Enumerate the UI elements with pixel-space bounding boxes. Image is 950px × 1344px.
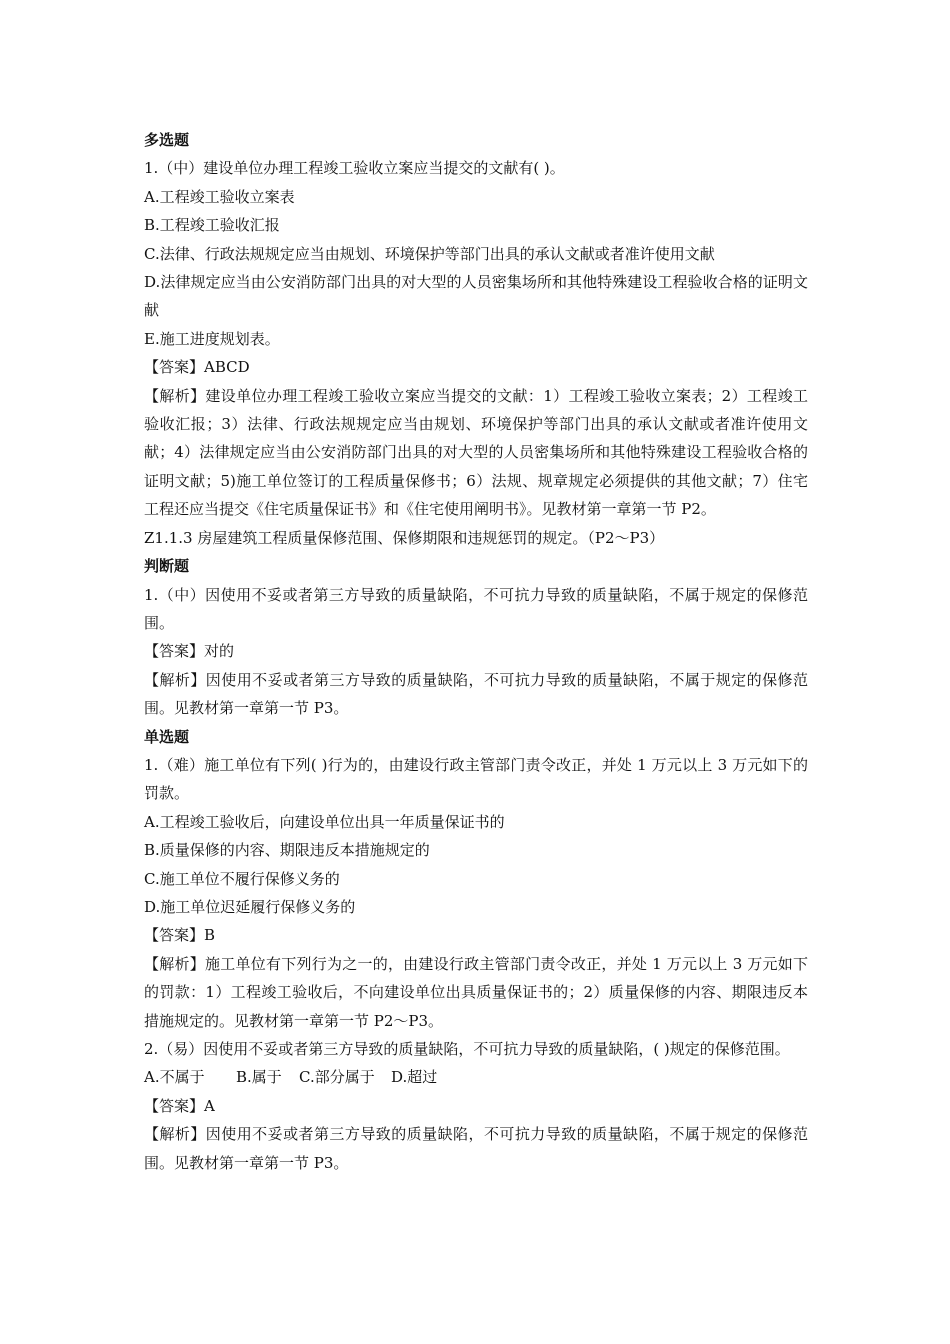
section-heading-single: 单选题: [144, 727, 190, 746]
question-stem: 2.（易）因使用不妥或者第三方导致的质量缺陷，不可抗力导致的质量缺陷，( )规定的保修范围。: [144, 1040, 790, 1058]
option-b: B.工程竣工验收汇报: [144, 216, 280, 235]
question-stem: 1.（中）因使用不妥或者第三方导致的质量缺陷，不可抗力导致的质量缺陷，不属于规定的保修范围。: [144, 585, 808, 632]
analysis: 【解析】施工单位有下列行为之一的，由建设行政主管部门责令改正，并处 1 万元以上 3 万元如下的罚款：1）工程竣工验收后，不向建设单位出具质量保证书的；2）质量保修的内容、期限违反本措施规定的。见教材第一章第一节 P2～P3。: [144, 954, 808, 1030]
section-heading-multi: 多选题: [144, 131, 190, 149]
option-a: A.工程竣工验收立案表: [144, 187, 295, 206]
analysis: 【解析】因使用不妥或者第三方导致的质量缺陷，不可抗力导致的质量缺陷，不属于规定的保修范围。见教材第一章第一节 P3。: [144, 670, 808, 718]
option-d: D.法律规定应当由公安消防部门出具的对大型的人员密集场所和其他特殊建设工程验收合格的证明文献: [144, 273, 808, 320]
option-c: C.施工单位不履行保修义务的: [144, 869, 340, 888]
option-a: A.不属于: [144, 1068, 205, 1087]
analysis: 【解析】因使用不妥或者第三方导致的质量缺陷，不可抗力导致的质量缺陷，不属于规定的保修范围。见教材第一章第一节 P3。: [144, 1125, 808, 1172]
answer: 【答案】ABCD: [144, 358, 250, 377]
option-b: B.属于: [236, 1068, 282, 1087]
analysis: 【解析】建设单位办理工程竣工验收立案应当提交的文献：1）工程竣工验收立案表；2）工程竣工验收汇报；3）法律、行政法规规定应当由规划、环境保护等部门出具的承认文献或者准许使用文献；4）法律规定应当由公安消防部门出具的对大型的人员密集场所和其他特殊建设工程验收合格的证明文献；5)施工单位签订的工程质量保修书；6）法规、规章规定必须提供的其他文献；7）住宅工程还应当提交《住宅质量保证书》和《住宅使用阐明书》。见教材第一章第一节 P2。: [144, 386, 808, 519]
option-b: B.质量保修的内容、期限违反本措施规定的: [144, 841, 430, 860]
option-d: D.超过: [391, 1068, 438, 1087]
answer: 【答案】B: [144, 926, 216, 945]
document-body: [144, 126, 808, 1177]
question-stem: 1.（难）施工单位有下列( )行为的，由建设行政主管部门责令改正，并处 1 万元以上 3 万元如下的罚款。: [144, 755, 808, 803]
topic-line: Z1.1.3 房屋建筑工程质量保修范围、保修期限和违规惩罚的规定。（P2～P3）: [144, 528, 665, 547]
answer: 【答案】A: [144, 1096, 215, 1115]
question-stem: 1.（中）建设单位办理工程竣工验收立案应当提交的文献有( )。: [144, 159, 565, 178]
options-row: [144, 1063, 808, 1091]
section-heading-judge: 判断题: [144, 557, 190, 576]
option-c: C.法律、行政法规规定应当由规划、环境保护等部门出具的承认文献或者准许使用文献: [144, 244, 715, 263]
answer: 【答案】对的: [144, 642, 235, 661]
option-d: D.施工单位迟延履行保修义务的: [144, 897, 356, 916]
option-e: E.施工进度规划表。: [144, 329, 280, 348]
option-a: A.工程竣工验收后，向建设单位出具一年质量保证书的: [144, 812, 505, 831]
option-c: C.部分属于: [299, 1068, 375, 1087]
